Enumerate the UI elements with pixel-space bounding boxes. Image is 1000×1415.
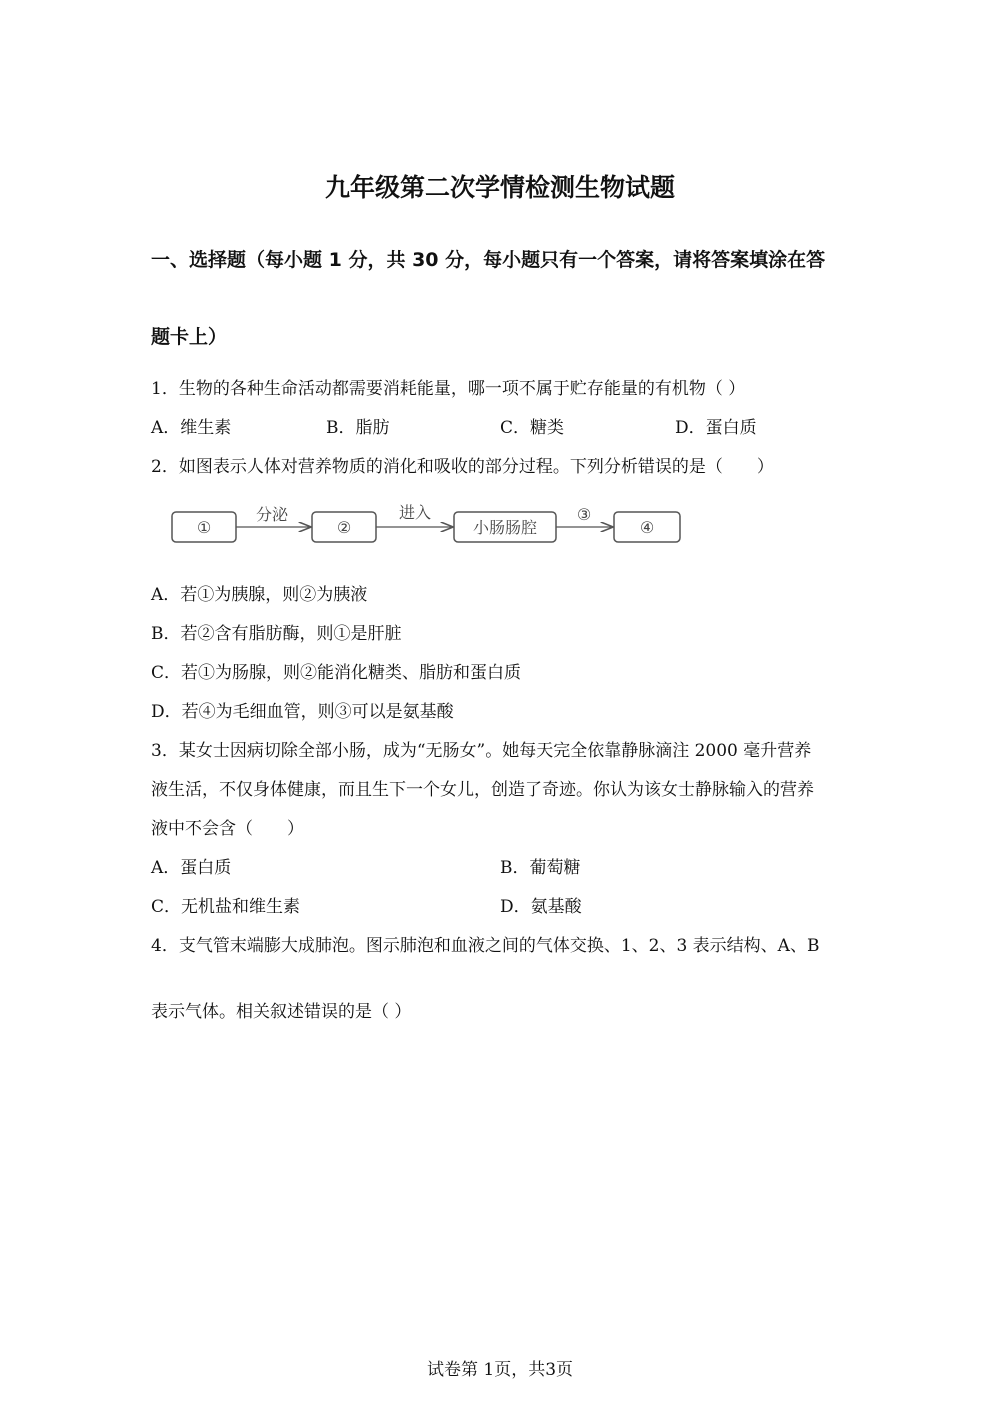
question-2-option-d: D．若④为毛细血管，则③可以是氨基酸 (151, 702, 454, 722)
diagram-box-2-label: ② (336, 518, 352, 537)
diagram-box-3-label: 小肠肠腔 (472, 518, 538, 537)
page-footer: 试卷第 1页，共3页 (426, 1360, 574, 1380)
diagram-box-1-label: ① (196, 518, 212, 537)
question-3-option-b: B．葡萄糖 (500, 858, 581, 878)
question-3-stem-line3: 液中不会含（ ） (151, 819, 304, 839)
question-1-option-c: C．糖类 (500, 418, 565, 438)
question-1-option-d: D．蛋白质 (675, 418, 757, 438)
question-1-stem: 1．生物的各种生命活动都需要消耗能量，哪一项不属于贮存能量的有机物（ ） (151, 379, 746, 399)
question-4-stem-line2: 表示气体。相关叙述错误的是（ ） (151, 1002, 412, 1022)
question-2-option-a: A．若①为胰腺，则②为胰液 (151, 585, 368, 605)
question-2-option-b: B．若②含有脂肪酶，则①是肝脏 (151, 624, 402, 644)
question-3-option-c: C．无机盐和维生素 (151, 897, 301, 917)
section-heading-line1: 一、选择题（每小题 1 分，共 30 分，每小题只有一个答案，请将答案填涂在答 (151, 249, 826, 271)
question-2-option-c: C．若①为肠腺，则②能消化糖类、脂肪和蛋白质 (151, 663, 522, 683)
question-3-option-a: A．蛋白质 (151, 858, 232, 878)
question-4-stem-line1: 4．支气管末端膨大成肺泡。图示肺泡和血液之间的气体交换、1、2、3 表示结构、A、B (151, 936, 820, 956)
question-1-option-b: B．脂肪 (326, 418, 390, 438)
page-title: 九年级第二次学情检测生物试题 (324, 173, 675, 202)
diagram-arrow-1-label: 分泌 (255, 505, 289, 524)
question-3-stem-line1: 3．某女士因病切除全部小肠，成为“无肠女”。她每天完全依靠静脉滴注 2000 毫升营养 (151, 741, 812, 761)
diagram-box-4-label: ④ (639, 518, 655, 537)
digestion-flow-diagram (170, 498, 685, 548)
diagram-arrow-2-label: 进入 (398, 503, 432, 522)
question-3-stem-line2: 液生活，不仅身体健康，而且生下一个女儿，创造了奇迹。你认为该女士静脉输入的营养 (151, 780, 814, 800)
question-3-option-d: D．氨基酸 (500, 897, 582, 917)
diagram-arrow-3-label: ③ (576, 505, 592, 524)
question-2-stem: 2．如图表示人体对营养物质的消化和吸收的部分过程。下列分析错误的是（ ） (151, 457, 774, 477)
question-1-option-a: A．维生素 (151, 418, 232, 438)
section-heading-line2: 题卡上） (151, 326, 228, 348)
